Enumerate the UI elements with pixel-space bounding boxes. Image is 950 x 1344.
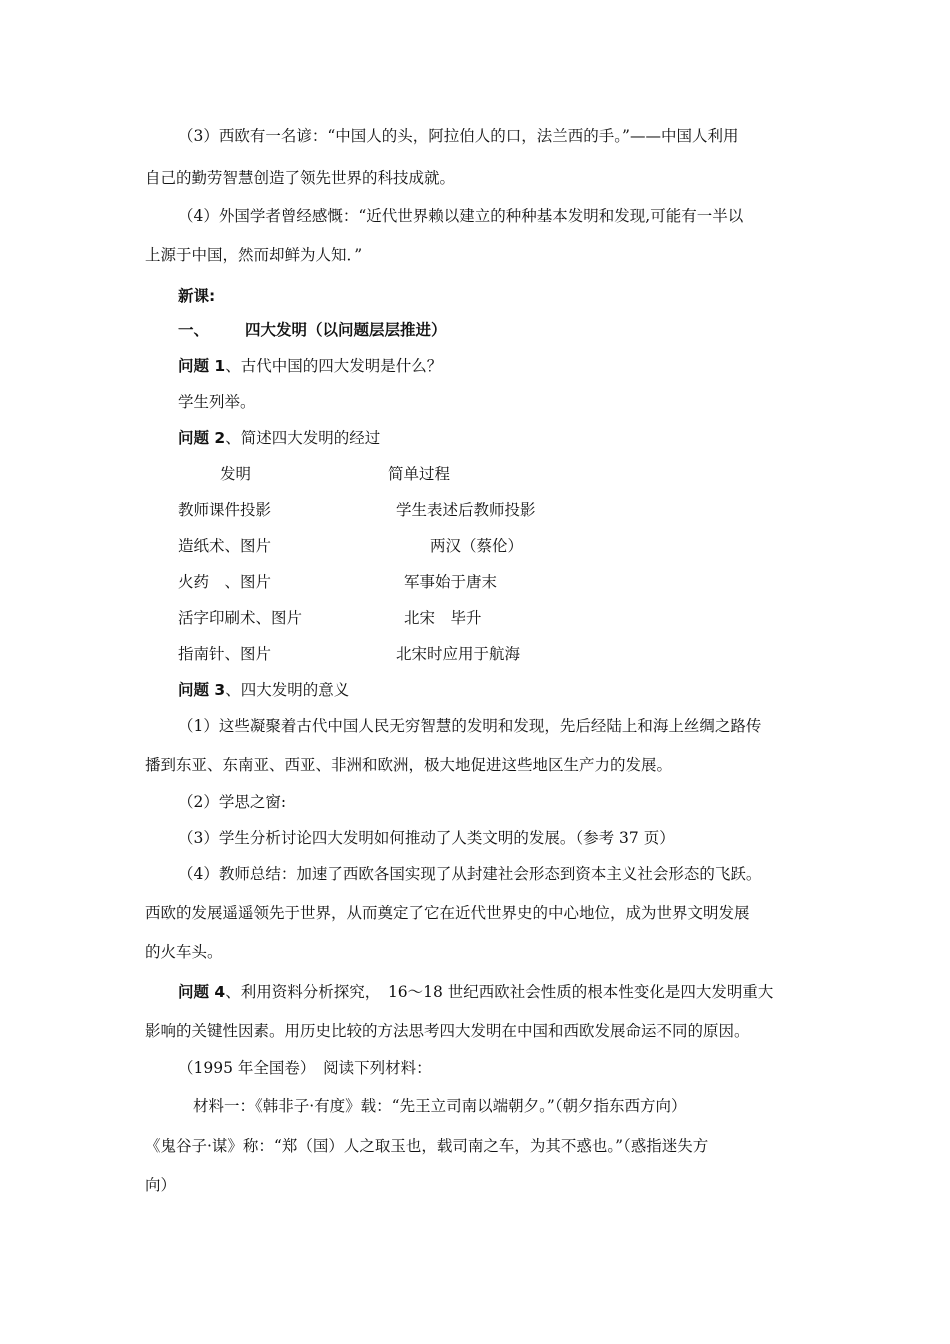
table-sub-right: 学生表述后教师投影: [396, 501, 536, 519]
table-header-invention: 发明: [220, 465, 252, 483]
new-lesson-heading: 新课:: [178, 287, 216, 305]
section-title: 四大发明（以问题层层推进）: [245, 321, 447, 339]
q3-p4-line2: 西欧的发展遥遥领先于世界，从而奠定了它在近代世界史的中心地位，成为世界文明发展: [145, 904, 750, 922]
question-2: [178, 428, 380, 448]
intro-p4-line1: （4）外国学者曾经感慨：“近代世界赖以建立的种种基本发明和发现,可能有一半以: [178, 207, 744, 225]
table-row-right: 两汉（蔡伦）: [430, 537, 524, 555]
material-line2: 《鬼谷子·谋》称：“郑（国）人之取玉也，载司南之车，为其不惑也。”（惑指迷失方: [145, 1137, 709, 1155]
q2-text: 、简述四大发明的经过: [225, 429, 381, 447]
question-1: [178, 356, 442, 376]
q3-text: 、四大发明的意义: [225, 681, 350, 699]
q2-label: 问题 2: [178, 429, 226, 447]
q3-p1-line1: （1）这些凝聚着古代中国人民无穷智慧的发明和发现，先后经陆上和海上丝绸之路传: [178, 717, 762, 735]
table-sub-left: 教师课件投影: [178, 501, 272, 519]
q3-p1-line2: 播到东亚、东南亚、西亚、非洲和欧洲，极大地促进这些地区生产力的发展。: [145, 756, 673, 774]
q3-p3: （3）学生分析讨论四大发明如何推动了人类文明的发展。（参考 37 页）: [178, 829, 675, 847]
intro-p3-line1: （3）西欧有一名谚：“中国人的头，阿拉伯人的口，法兰西的手。”——中国人利用: [178, 127, 739, 145]
exam-line: （1995 年全国卷） 阅读下列材料：: [178, 1059, 432, 1077]
section-number: 一、: [178, 321, 210, 339]
table-row-left: 活字印刷术、图片: [178, 609, 303, 627]
q4-label: 问题 4: [178, 983, 226, 1001]
q3-p4-line3: 的火车头。: [145, 943, 223, 961]
question-4: [178, 982, 773, 1002]
intro-p3-line2: 自己的勤劳智慧创造了领先世界的科技成就。: [145, 169, 456, 187]
table-row-left: 火药 、图片: [178, 573, 272, 591]
table-row-right: 北宋 毕升: [404, 609, 482, 627]
q4-text-line2: 影响的关键性因素。用历史比较的方法思考四大发明在中国和西欧发展命运不同的原因。: [145, 1022, 750, 1040]
q3-label: 问题 3: [178, 681, 226, 699]
q3-p2: （2）学思之窗:: [178, 793, 287, 811]
material-line1: 材料一：《韩非子·有度》载：“先王立司南以端朝夕。”（朝夕指东西方向）: [193, 1097, 687, 1115]
q1-answer: 学生列举。: [178, 393, 256, 411]
table-row-left: 指南针、图片: [178, 645, 272, 663]
q1-text: 、古代中国的四大发明是什么？: [225, 357, 443, 375]
question-3: [178, 680, 349, 700]
table-row-right: 北宋时应用于航海: [396, 645, 521, 663]
q4-text: 、利用资料分析探究， 16～18 世纪西欧社会性质的根本性变化是四大发明重大: [225, 983, 774, 1001]
table-header-process: 简单过程: [388, 465, 451, 483]
table-row-right: 军事始于唐末: [404, 573, 498, 591]
q3-p4-line1: （4）教师总结：加速了西欧各国实现了从封建社会形态到资本主义社会形态的飞跃。: [178, 865, 762, 883]
intro-p4-line2: 上源于中国，然而却鲜为人知．”: [145, 246, 363, 264]
q1-label: 问题 1: [178, 357, 226, 375]
table-row-left: 造纸术、图片: [178, 537, 272, 555]
material-line3: 向）: [145, 1176, 177, 1194]
